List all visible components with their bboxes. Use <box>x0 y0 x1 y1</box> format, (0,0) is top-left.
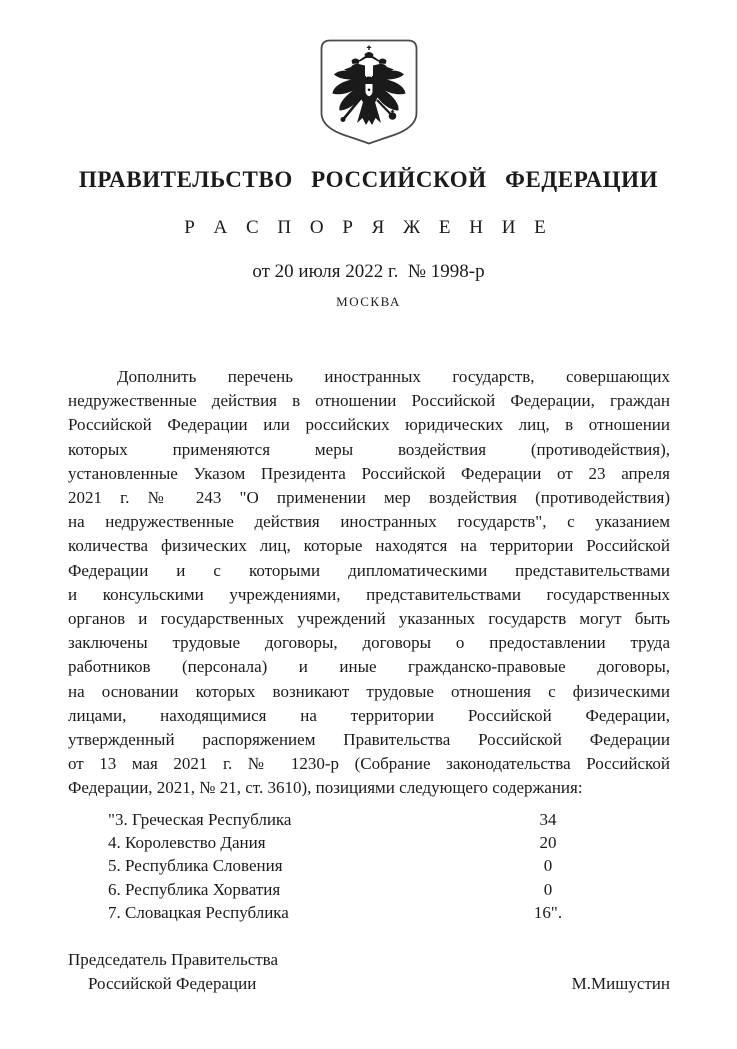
country-name: 5. Республика Словения <box>108 856 283 876</box>
country-value: 0 <box>543 879 553 899</box>
country-value: 34 <box>539 810 557 829</box>
city-label: МОСКВА <box>336 294 401 309</box>
signature-block <box>68 948 670 996</box>
date-and-number-line: от 20 июля 2022 г. № 1998-р <box>252 261 485 282</box>
body-line: лицами, находящимися на территории Российской Федерации, <box>68 705 670 725</box>
body-line: органов и государственных учреждений указанных государств могут быть <box>68 609 670 629</box>
list-item <box>68 878 670 901</box>
body-line: которых применяются меры воздействия (противодействия), <box>68 439 670 459</box>
body-line: Федерации и с которыми дипломатическими представительствами <box>68 560 670 580</box>
body-line: от 13 мая 2021 г. № 1230-р (Собрание законодательства Российской <box>68 754 670 774</box>
issuing-authority-title: ПРАВИТЕЛЬСТВО РОССИЙСКОЙ ФЕДЕРАЦИИ <box>78 167 659 192</box>
document-body <box>68 365 670 801</box>
body-line: Российской Федерации или российских юридических лиц, в отношении <box>68 415 670 435</box>
country-quota-list <box>68 808 670 924</box>
coat-of-arms-icon <box>320 39 418 145</box>
body-line: на недружественные действия иностранных государств", с указанием <box>68 512 670 532</box>
country-name: "3. Греческая Республика <box>108 810 292 829</box>
country-name: 7. Словацкая Республика <box>108 902 289 922</box>
country-value: 20 <box>539 833 557 853</box>
body-line: 2021 г. № 243 "О применении мер воздействия (противодействия) <box>68 488 670 508</box>
body-line: установленные Указом Президента Российской Федерации от 23 апреля <box>68 463 670 483</box>
body-line: и консульскими учреждениями, представительствами государственных <box>68 584 670 604</box>
signer-name: М.Мишустин <box>571 974 670 993</box>
list-item <box>68 808 670 831</box>
country-name: 4. Королевство Дания <box>108 833 266 853</box>
body-line: количества физических лиц, которые находятся на территории Российской <box>68 536 670 556</box>
country-value: 16". <box>533 902 563 922</box>
list-item <box>68 901 670 924</box>
document-type-label: Р А С П О Р Я Ж Е Н И Е <box>184 217 553 238</box>
country-name: 6. Республика Хорватия <box>108 879 281 899</box>
signer-title-line2: Российской Федерации <box>88 974 257 993</box>
body-line: утвержденный распоряжением Правительства Российской Федерации <box>68 730 670 750</box>
body-line: недружественные действия в отношении Российской Федерации, граждан <box>68 391 670 411</box>
body-line: на основании которых возникают трудовые отношения с физическими <box>68 681 670 701</box>
body-line: Федерации, 2021, № 21, ст. 3610), позициями следующего содержания: <box>68 778 583 798</box>
signer-title-line1: Председатель Правительства <box>68 950 279 969</box>
body-line: Дополнить перечень иностранных государств, совершающих <box>117 367 670 386</box>
list-item <box>68 854 670 877</box>
country-value: 0 <box>543 856 553 876</box>
body-line: заключены трудовые договоры, договоры о предоставлении труда <box>68 633 670 653</box>
body-line: работников (персонала) и иные гражданско-правовые договоры, <box>68 657 670 677</box>
list-item <box>68 831 670 854</box>
